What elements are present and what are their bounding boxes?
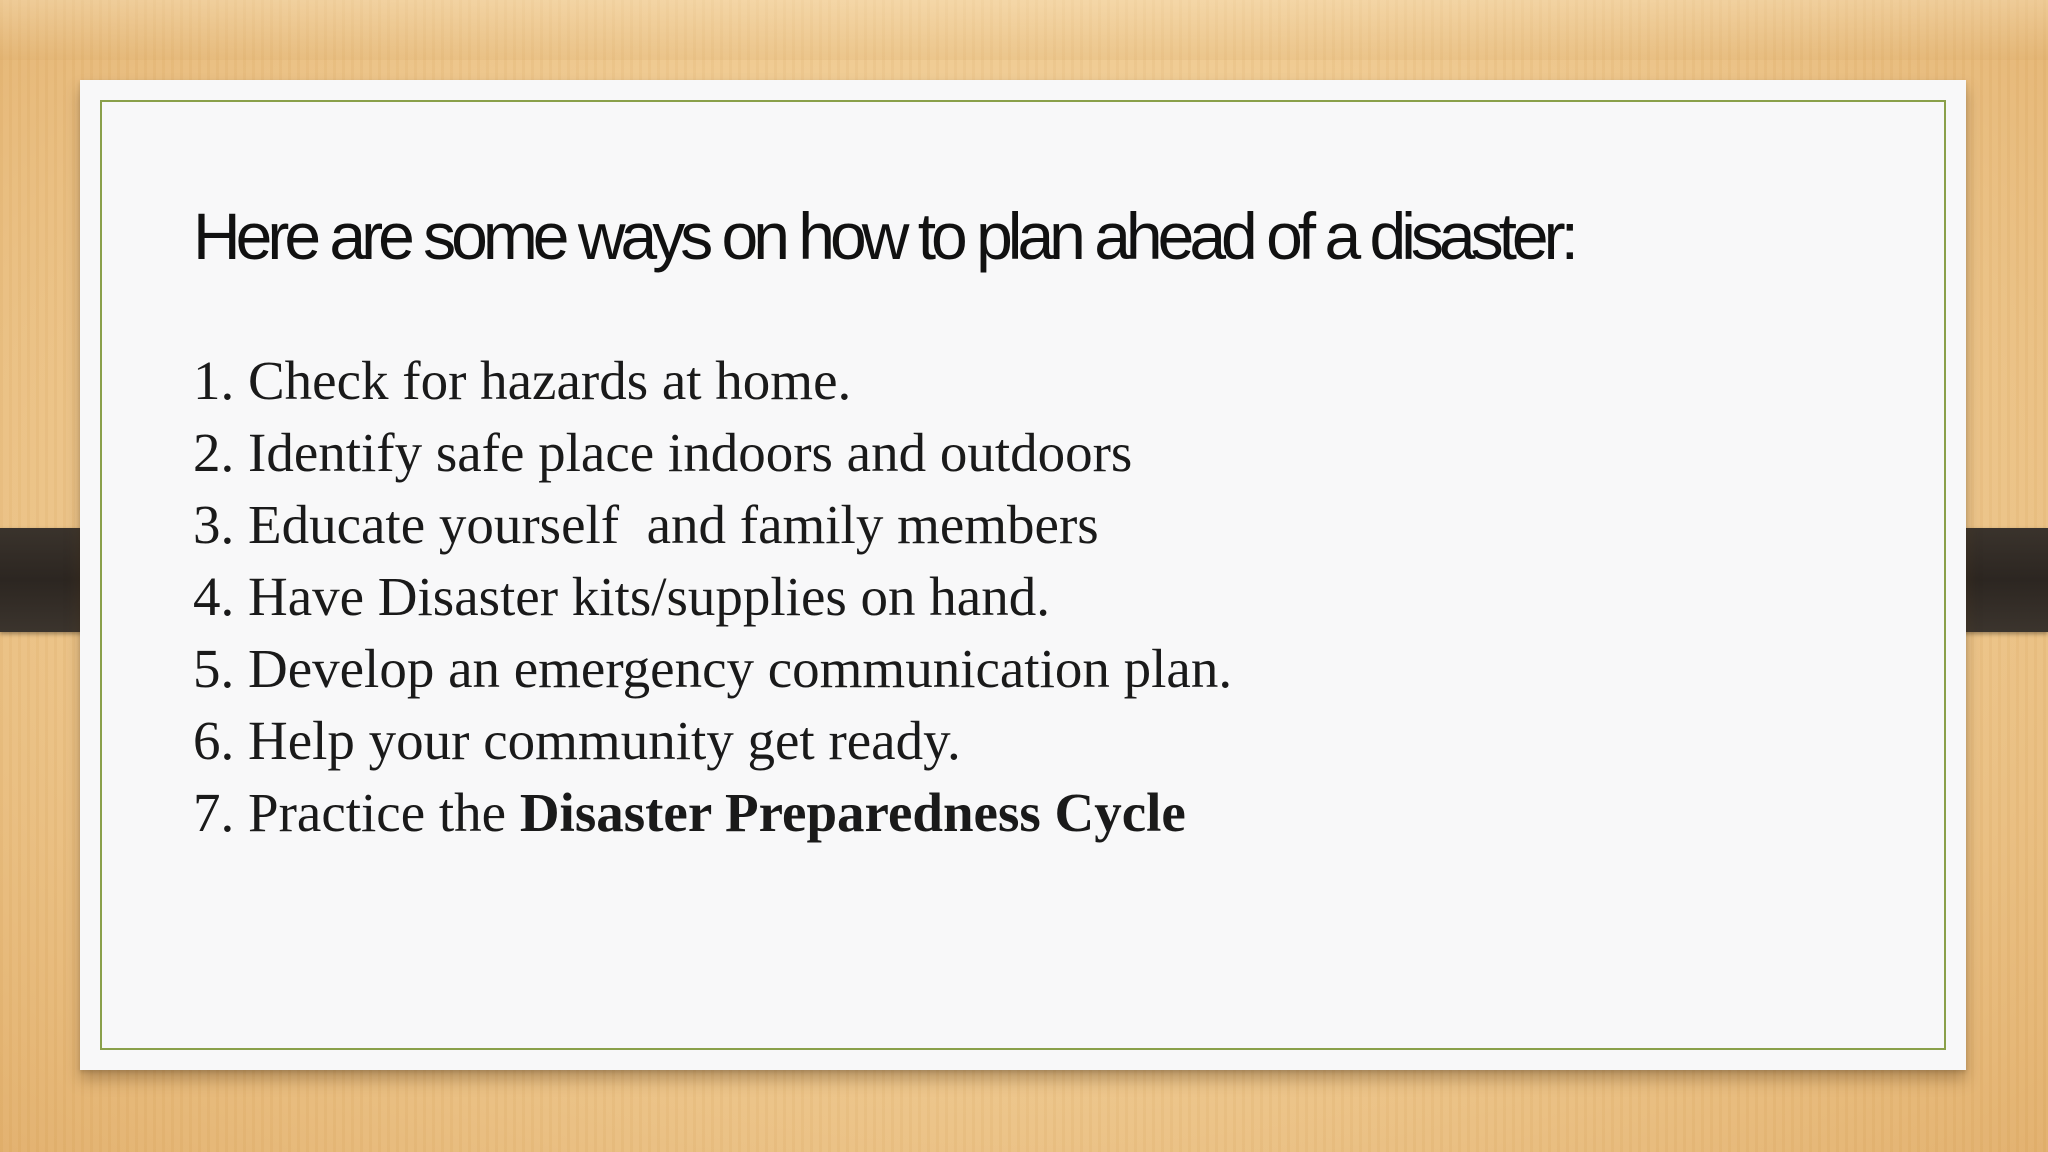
list-item — [193, 489, 1232, 561]
list-item — [193, 417, 1232, 489]
list-item — [193, 705, 1232, 777]
slide-title: Here are some ways on how to plan ahead of a disaster: — [193, 199, 1574, 273]
item-text: Develop an emergency communication plan. — [248, 638, 1233, 699]
wood-grain-band — [0, 0, 2048, 60]
list-item — [193, 345, 1232, 417]
steps-list — [193, 345, 1232, 849]
list-item — [193, 633, 1232, 705]
item-text: Identify safe place indoors and outdoors — [248, 422, 1133, 483]
item-number: 5. — [193, 638, 235, 699]
item-text: Educate yourself and family members — [248, 494, 1099, 555]
item-text: Practice the — [248, 782, 520, 843]
slide-card — [80, 80, 1966, 1070]
item-text: Help your community get ready. — [248, 710, 961, 771]
item-text: Have Disaster kits/supplies on hand. — [248, 566, 1050, 627]
list-item — [193, 777, 1232, 849]
item-number: 7. — [193, 782, 235, 843]
item-number: 1. — [193, 350, 235, 411]
item-number: 6. — [193, 710, 235, 771]
item-bold-text: Disaster Preparedness Cycle — [519, 782, 1186, 843]
item-number: 2. — [193, 422, 235, 483]
item-text: Check for hazards at home. — [248, 350, 852, 411]
item-number: 4. — [193, 566, 235, 627]
item-number: 3. — [193, 494, 235, 555]
list-item — [193, 561, 1232, 633]
